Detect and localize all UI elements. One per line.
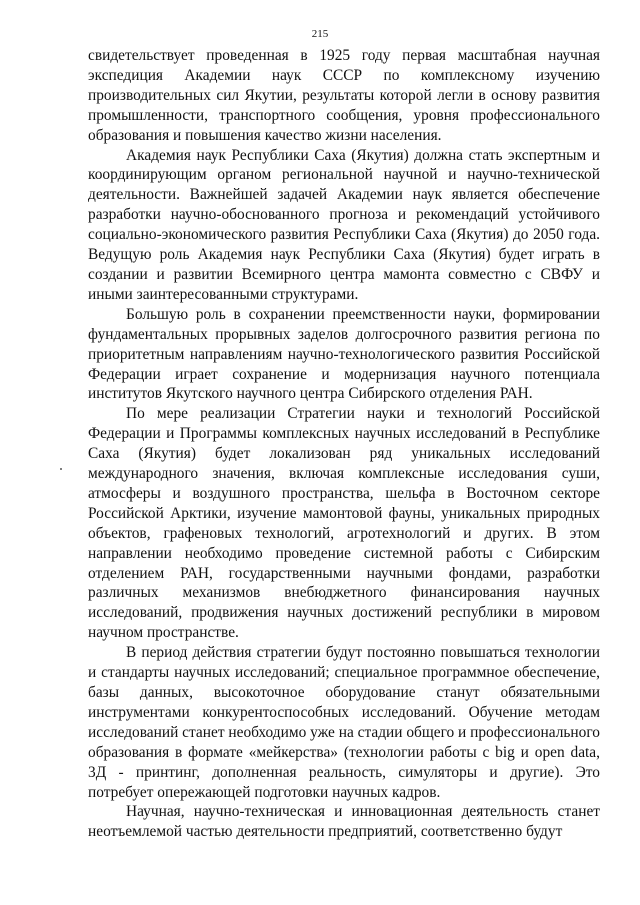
margin-mark <box>60 468 62 470</box>
page-number: 215 <box>311 28 329 40</box>
paragraph-strategy-implementation: По мере реализации Стратегии науки и технологий Российской Федерации и Программы комплексных научных исследований в Республике Саха (Якутия) будет локализован ряд уникальных исследований международного значения, включая комплексные исследования суши, атмосферы и воздушного пространства, шельфа в Восточном секторе Российской Арктики, изучение мамонтовой фауны, уникальных природных объектов, графеновых технологий, агротехнологий и других. В этом направлении необходимо проведение системной работы с Сибирским отделением РАН, государственными научными фондами, разработки различных механизмов внебюджетного финансирования научных исследований, продвижения научных достижений республики в мировом научном пространстве. <box>88 405 600 642</box>
paragraph-academy-role: Академия наук Республики Саха (Якутия) должна стать экспертным и координирующим органом региональной научной и научно-технической деятельности. Важнейшей задачей Академии наук является обеспечение разработки научно-обоснованного прогноза и рекомендаций устойчивого социально-экономического развития Республики Саха (Якутия) до 2050 года. Ведущую роль Академия наук Республики Саха (Якутия) будет играть в создании и развитии Всемирного центра мамонта совместно с СВФУ и иными заинтересованными структурами. <box>88 146 600 303</box>
paragraph-science-continuity: Большую роль в сохранении преемственности науки, формировании фундаментальных прорывных заделов долгосрочного развития региона по приоритетным направлениям научно-технологического развития Российской Федерации играет сохранение и модернизация научного потенциала институтов Якутского научного центра Сибирского отделения РАН. <box>88 305 600 403</box>
paragraph-innovation: Научная, научно-техническая и инновационная деятельность станет неотъемлемой частью деятельности предприятий, соответственно будут <box>88 803 600 841</box>
paragraph-research-standards: В период действия стратегии будут постоянно повышаться технологии и стандарты научных исследований; специальное программное обеспечение, базы данных, высокоточное оборудование станут обязательными инструментами конкурентоспособных исследований. Обучение методам исследований станет необходимо уже на стадии общего и профессионального образования в формате «мейкерства» (технологии работы с big и open data, 3Д - принтинг, дополненная реальность, симуляторы и другие). Это потребует опережающей подготовки научных кадров. <box>88 644 600 801</box>
paragraph-continuation: свидетельствует проведенная в 1925 году первая масштабная научная экспедиция Академии наук СССР по комплексному изучению производительных сил Якутии, результаты которой легли в основу развития промышленности, транспортного сообщения, уровня профессионального образования и повышения качество жизни населения. <box>88 47 600 144</box>
body-text <box>88 46 600 842</box>
